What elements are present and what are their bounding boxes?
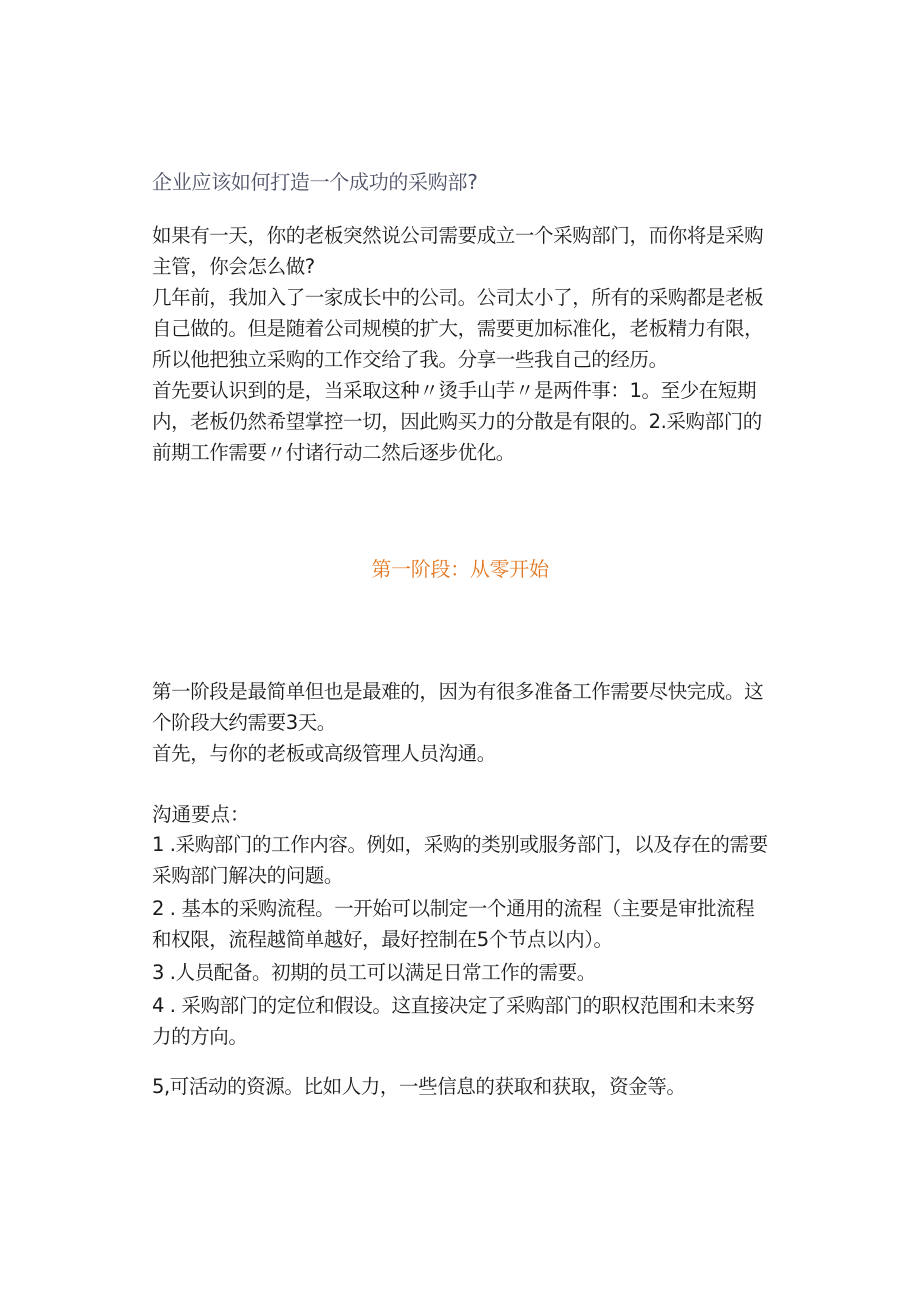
list-item: 2 . 基本的采购流程。一开始可以制定一个通用的流程（主要是审批流程和权限，流程越简单越好，最好控制在5个节点以内）。 <box>152 897 755 951</box>
stage-paragraph-1: 第一阶段是最简单但也是最难的，因为有很多准备工作需要尽快完成。这个阶段大约需要3天。 <box>152 680 764 734</box>
intro-paragraph-2: 几年前，我加入了一家成长中的公司。公司太小了，所有的采购都是老板自己做的。但是随着公司规模的扩大，需要更加标准化，老板精力有限，所以他把独立采购的工作交给了我。分享一些我自己的经历。 <box>152 286 764 371</box>
document-title: 企业应该如何打造一个成功的采购部? <box>152 170 478 194</box>
list-item: 4 . 采购部门的定位和假设。这直接决定了采购部门的职权范围和未来努力的方向。 <box>152 994 755 1048</box>
list-item-last: 5,可活动的资源。比如人力，一些信息的获取和获取，资金等。 <box>152 1075 686 1098</box>
stage-heading: 第一阶段：从零开始 <box>371 557 549 581</box>
stage-paragraph-2: 首先，与你的老板或高级管理人员沟通。 <box>152 742 496 765</box>
intro-paragraph-1: 如果有一天，你的老板突然说公司需要成立一个采购部门，而你将是采购主管，你会怎么做? <box>152 224 764 278</box>
stage-body <box>152 676 772 769</box>
points-label: 沟通要点： <box>152 803 250 826</box>
intro-section <box>152 220 772 468</box>
list-item: 1 .采购部门的工作内容。例如，采购的类别或服务部门，以及存在的需要采购部门解决的问题。 <box>152 833 768 887</box>
points-list <box>152 829 772 1054</box>
intro-paragraph-3: 首先要认识到的是，当采取这种〃烫手山芋〃是两件事：1。至少在短期内，老板仍然希望掌控一切，因此购买力的分散是有限的。2.采购部门的前期工作需要〃付诸行动二然后逐步优化。 <box>152 379 762 464</box>
list-item: 3 .人员配备。初期的员工可以满足日常工作的需要。 <box>152 961 596 984</box>
